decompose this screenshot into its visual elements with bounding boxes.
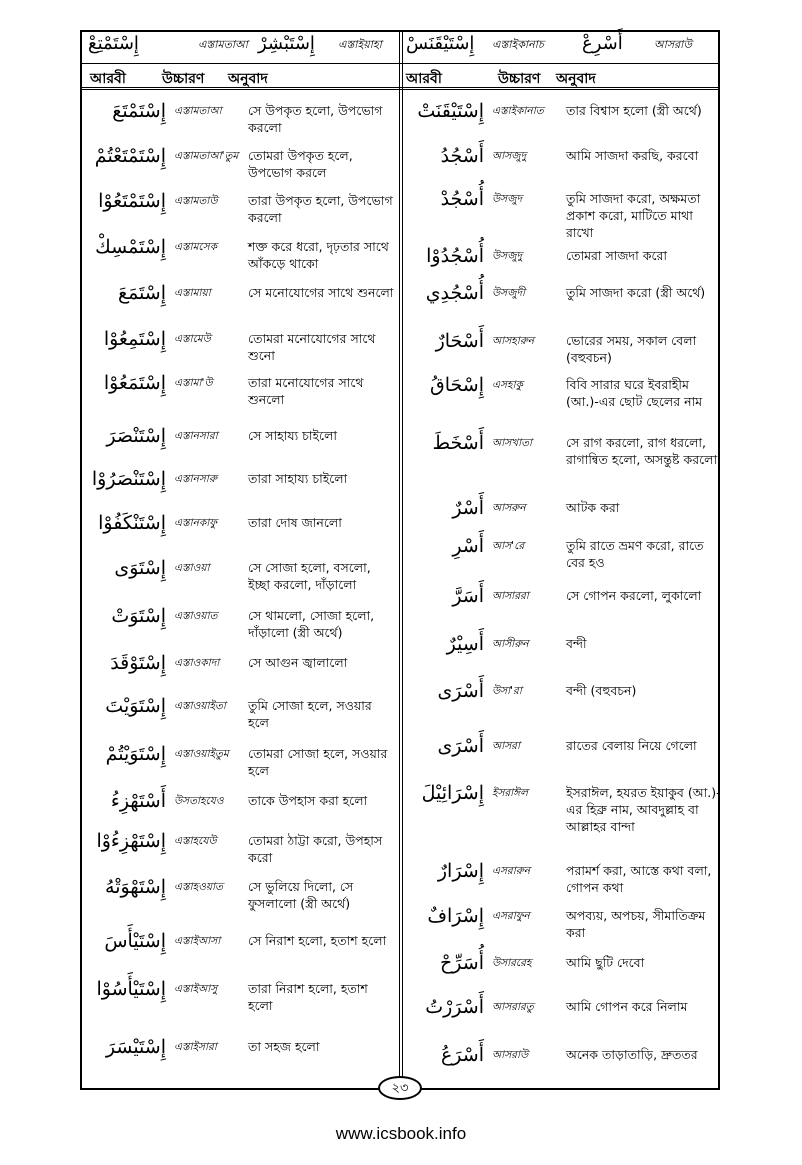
left-pronunciation: এস্তাওয়া	[174, 562, 210, 574]
right-pronunciation: উসজুদী	[492, 287, 526, 299]
left-meaning: শক্ত করে ধরো, দৃঢ়তার সাথে আঁকড়ে থাকো	[248, 239, 389, 271]
left-meaning: সে আগুন জ্বালালো	[248, 655, 348, 670]
left-arabic-word: إِسْتَمْتَعْتُمْ	[94, 145, 166, 167]
right-arabic-word: أَسْرَعُ	[440, 1044, 484, 1066]
left-pronunciation: এস্তামতাউ	[174, 195, 218, 207]
right-arabic-word: أُسْجُدُوْا	[426, 245, 484, 267]
right-meaning: আমি ছুটি দেবো	[566, 955, 645, 970]
right-pronunciation: আসাররা	[492, 590, 529, 602]
column-divider-inner	[402, 30, 403, 1090]
left-pronunciation: এস্তামা'উ	[174, 377, 213, 389]
right-pronunciation: উসাররেহ	[492, 957, 532, 969]
right-pronunciation: আসীরুন	[492, 638, 529, 650]
left-pronunciation: এস্তানসারু	[174, 473, 217, 485]
left-arabic-word: إِسْتَنْصَرَ	[106, 425, 166, 447]
right-pronunciation: উসা'রা	[492, 685, 522, 697]
header-pron-2: এস্তাইয়াহা	[338, 38, 382, 51]
right-pronunciation: ইসরাঈল	[492, 787, 528, 799]
header-pron-4: আসরাউ	[654, 38, 692, 51]
right-meaning: আমি গোপন করে নিলাম	[566, 999, 688, 1014]
left-meaning: তোমরা উপকৃত হলে, উপভোগ করলে	[248, 148, 353, 180]
left-meaning: সে ভুলিয়ে দিলো, সে ফুসলালো (স্ত্রী অর্থে)	[248, 879, 354, 911]
left-arabic-word: إِسْتَهْزِءُوْا	[96, 830, 166, 852]
left-meaning: সে সোজা হলো, বসলো, ইচ্ছা করলো, দাঁড়ালো	[248, 560, 371, 592]
right-pronunciation: আসরারতু	[492, 1001, 534, 1013]
left-pronunciation: এস্তাওয়াত	[174, 610, 218, 622]
col-pron-right: উচ্চারণ	[498, 71, 541, 87]
left-meaning: তা সহজ হলো	[248, 1039, 320, 1054]
left-meaning: সে উপকৃত হলো, উপভোগ করলো	[248, 103, 383, 135]
col-arabic-left: আরবী	[90, 71, 126, 87]
left-meaning: তারা মনোযোগের সাথে শুনলো	[248, 375, 364, 407]
left-arabic-word: إِسْتَوَتْ	[111, 605, 166, 627]
right-pronunciation: আসরুন	[492, 502, 526, 514]
left-meaning: তারা নিরাশ হলো, হতাশ হলো	[248, 981, 368, 1013]
col-arabic-right: আরবী	[406, 71, 442, 87]
left-arabic-word: إِسْتَيْأَسَ	[104, 930, 166, 952]
left-pronunciation: এস্তামসেক	[174, 241, 217, 253]
header-arabic-3: إِسْتَيْقَنَسْ	[406, 33, 475, 54]
left-pronunciation: এস্তাহওয়াত	[174, 881, 223, 893]
left-pronunciation: এস্তামতাআ'তুম	[174, 150, 239, 162]
header-arabic-2: إِسْتَبْشِرْ	[258, 33, 315, 54]
right-pronunciation: এসরাফুন	[492, 910, 530, 922]
left-pronunciation: এস্তামতাআ	[174, 105, 222, 117]
col-meaning-left: অনুবাদ	[228, 71, 268, 87]
left-meaning: সে মনোযোগের সাথে শুনলো	[248, 285, 394, 300]
header-arabic-1: إِسْتَمْتِعْ	[88, 33, 139, 54]
left-arabic-word: إِسْتَوْقَدَ	[110, 652, 166, 674]
footer-url: www.icsbook.info	[335, 1124, 467, 1143]
right-meaning: সে রাগ করলো, রাগ ধরলো, রাগান্বিত হলো, অসন্তুষ্ট করলো	[566, 435, 718, 467]
right-arabic-word: إِسْرَافٌ	[427, 905, 484, 927]
right-pronunciation: আস'রে	[492, 540, 525, 552]
right-meaning: অপব্যয়, অপচয়, সীমাতিক্রম করা	[566, 908, 706, 940]
right-arabic-word: أَسْحَارٌ	[435, 330, 484, 352]
left-pronunciation: এস্তাওয়াইতুম	[174, 748, 229, 760]
col-meaning-right: অনুবাদ	[556, 71, 596, 87]
right-meaning: আমি সাজদা করছি, করবো	[566, 148, 699, 163]
left-arabic-word: إِسْتَوَى	[114, 557, 166, 579]
left-arabic-word: إِسْتَمَعَ	[117, 282, 166, 304]
right-meaning: তুমি সাজদা করো, অক্ষমতা প্রকাশ করো, মাটিতে মাথা রাখো	[566, 191, 701, 240]
left-pronunciation: উসতাহযেও	[174, 795, 224, 807]
right-meaning: রাতের বেলায় নিয়ে গেলো	[566, 738, 697, 753]
left-arabic-word: أَسْتَهْزِءُ	[110, 790, 166, 812]
header-pron-3: এস্তাইকানাচ	[492, 38, 544, 51]
column-headings	[80, 64, 720, 90]
right-meaning: বন্দী	[566, 636, 587, 651]
left-arabic-word: إِسْتَمِعُوْا	[103, 328, 166, 350]
right-meaning: তার বিশ্বাস হলো (স্ত্রী অর্থে)	[566, 103, 702, 118]
right-meaning: বিবি সারার ঘরে ইবরাহীম (আ.)-এর ছোট ছেলের নাম	[566, 377, 703, 409]
right-pronunciation: এস্তাইকানাত	[492, 105, 544, 117]
page-number: ২৩	[378, 1076, 422, 1100]
right-meaning: সে গোপন করলো, লুকালো	[566, 588, 702, 603]
left-pronunciation: এস্তাইআসু	[174, 983, 218, 995]
left-arabic-word: إِسْتَمْسِكْ	[95, 236, 166, 258]
left-meaning: তারা দোষ জানলো	[248, 515, 342, 530]
right-arabic-word: أُسَرِّحْ	[440, 952, 484, 974]
right-meaning: অনেক তাড়াতাড়ি, দ্রুততর	[566, 1047, 698, 1062]
right-meaning: ইসরাঈল, হযরত ইয়াকুব (আ.)-এর হিব্রু নাম, আবদুল্লাহ বা আল্লাহর বান্দা	[566, 785, 721, 834]
right-arabic-word: إِسْحَاقُ	[430, 374, 484, 396]
right-pronunciation: এসরারুন	[492, 865, 531, 877]
header-arabic-4: أَسْرِعْ	[582, 33, 623, 54]
left-pronunciation: এস্তাইসারা	[174, 1041, 217, 1053]
right-arabic-word: إِسْرَائِيْلَ	[421, 782, 484, 804]
right-meaning: ভোরের সময়, সকাল বেলা (বহুবচন)	[566, 333, 697, 365]
left-pronunciation: এস্তাহযেউ	[174, 835, 217, 847]
left-meaning: তোমরা সোজা হলে, সওয়ার হলে	[248, 746, 388, 778]
left-arabic-word: إِسْتَنْصَرُوْا	[91, 468, 166, 490]
left-pronunciation: এস্তানকাফু	[174, 517, 217, 529]
right-arabic-word: أَسْرٌ	[452, 497, 484, 519]
right-arabic-word: أَسْجُدُ	[440, 145, 484, 167]
col-pron-left: উচ্চারণ	[162, 71, 205, 87]
left-meaning: সে থামলো, সোজা হলো, দাঁড়ালো (স্ত্রী অর্থে)	[248, 608, 375, 640]
right-arabic-word: إِسْرَارٌ	[437, 860, 484, 882]
left-arabic-word: إِسْتَيْأَسُوْا	[96, 978, 166, 1000]
left-meaning: তারা সাহায্য চাইলো	[248, 471, 348, 486]
left-pronunciation: এস্তাওয়াইতা	[174, 700, 226, 712]
right-arabic-word: أَسْرَى	[437, 680, 484, 702]
left-pronunciation: এস্তামায়া	[174, 287, 211, 299]
right-arabic-word: إِسْتَيْقَنَتْ	[417, 100, 484, 122]
left-meaning: তোমরা ঠাট্টা করো, উপহাস করো	[248, 833, 383, 865]
left-pronunciation: এস্তাইআসা	[174, 935, 221, 947]
column-divider	[399, 30, 400, 1090]
right-pronunciation: আসরা	[492, 740, 521, 752]
right-pronunciation: উসজুদু	[492, 250, 523, 262]
right-pronunciation: আসখাতা	[492, 437, 533, 449]
left-meaning: তোমরা মনোযোগের সাথে শুনো	[248, 331, 376, 363]
running-header	[80, 30, 720, 64]
left-arabic-word: إِسْتَوَيْتُمْ	[105, 743, 166, 765]
left-arabic-word: إِسْتَمْتَعَ	[112, 100, 166, 122]
right-pronunciation: উসজুদ	[492, 193, 523, 205]
right-arabic-word: أُسْجُدْ	[440, 188, 484, 210]
right-meaning: পরামর্শ করা, আস্তে কথা বলা, গোপন কথা	[566, 863, 712, 895]
left-pronunciation: এস্তামেউ	[174, 333, 211, 345]
right-arabic-word: أَسِيْرٌ	[446, 633, 484, 655]
left-meaning: তুমি সোজা হলে, সওয়ার হলে	[248, 698, 372, 730]
right-arabic-word: أَسْرَى	[437, 735, 484, 757]
right-arabic-word: أَسْرِ	[452, 535, 484, 557]
left-arabic-word: إِسْتَنْكَفُوْا	[98, 512, 166, 534]
left-meaning: তারা উপকৃত হলো, উপভোগ করলো	[248, 193, 393, 225]
right-arabic-word: أَسْرَرْتُ	[425, 996, 484, 1018]
right-pronunciation: আসজুদু	[492, 150, 527, 162]
left-arabic-word: إِسْتَمْتَعُوْا	[98, 190, 166, 212]
header-pron-1: এস্তামতাআ	[198, 38, 248, 51]
right-meaning: বন্দী (বহুবচন)	[566, 683, 637, 698]
right-arabic-word: أُسْجُدِي	[425, 282, 484, 304]
right-arabic-word: أَسْخَطَ	[432, 432, 484, 454]
right-pronunciation: আসরাউ	[492, 1049, 529, 1061]
left-meaning: সে নিরাশ হলো, হতাশ হলো	[248, 933, 387, 948]
right-meaning: তোমরা সাজদা করো	[566, 248, 667, 263]
left-pronunciation: এস্তাওকাদা	[174, 657, 220, 669]
left-pronunciation: এস্তানসারা	[174, 430, 218, 442]
right-meaning: তুমি সাজদা করো (স্ত্রী অর্থে)	[566, 285, 706, 300]
left-arabic-word: إِسْتَوَيْتَ	[105, 695, 166, 717]
left-arabic-word: إِسْتَيْسَرَ	[105, 1036, 166, 1058]
left-arabic-word: إِسْتَهْوَتْهُ	[105, 876, 166, 898]
left-arabic-word: إِسْتَمَعُوْا	[103, 372, 166, 394]
left-meaning: তাকে উপহাস করা হলো	[248, 793, 368, 808]
right-pronunciation: এসহাকু	[492, 379, 523, 391]
left-meaning: সে সাহায্য চাইলো	[248, 428, 338, 443]
right-pronunciation: আসহারুন	[492, 335, 535, 347]
right-arabic-word: أَسَرَّ	[452, 585, 484, 607]
right-meaning: আটক করা	[566, 500, 620, 515]
right-meaning: তুমি রাতে ভ্রমণ করো, রাতে বের হও	[566, 538, 704, 570]
